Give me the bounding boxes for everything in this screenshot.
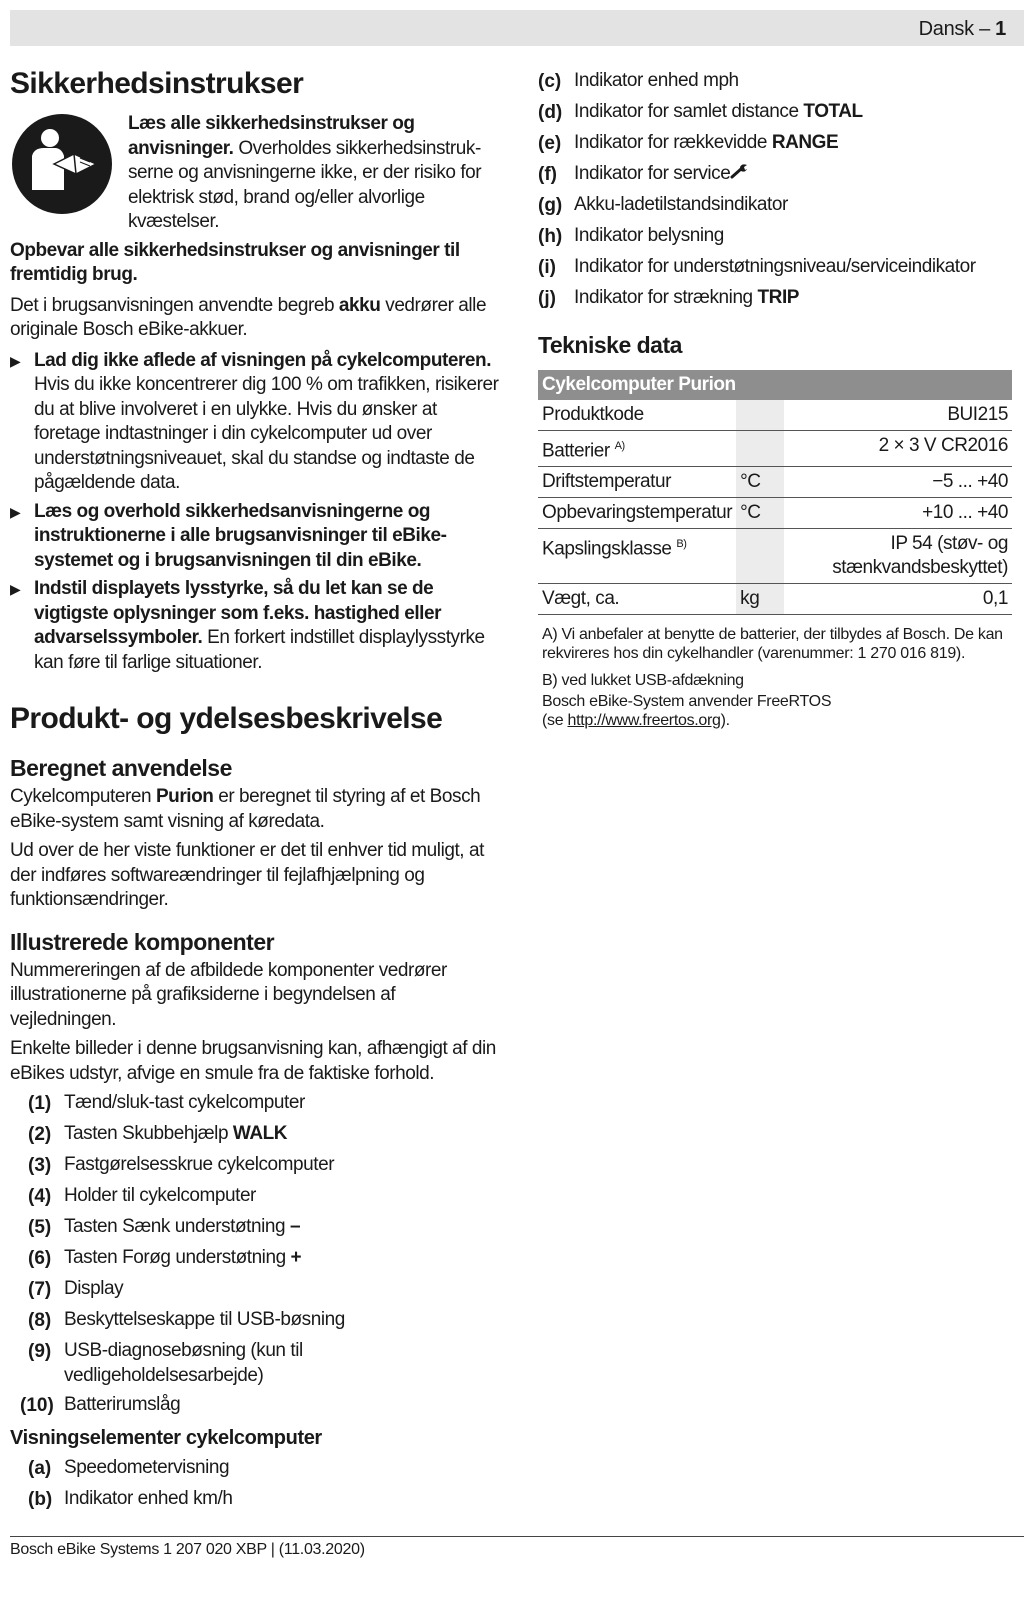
note-b: B) ved lukket USB-afdækning: [542, 672, 744, 690]
list-item: [28, 1246, 500, 1272]
wrench-icon: [730, 166, 748, 183]
item-label: USB-diagnosebøsning (kun til vedligeholdelsesarbejde): [64, 1340, 303, 1386]
row-unit: °C: [736, 467, 784, 498]
page-header: [10, 10, 1024, 46]
list-item: [28, 1153, 500, 1179]
product-title: Produkt- og ydelsesbeskrivelse: [10, 702, 443, 735]
item-number: (3): [28, 1155, 52, 1176]
list-item: [28, 1487, 500, 1513]
software-changes-text: Ud over de her viste funktioner er det til enhver tid muligt, at der indføres softwareændringer til fejlafhjælpning og funktionsændringer.: [10, 840, 484, 910]
arrow-icon: ▶: [10, 352, 21, 369]
list-item: [538, 224, 1026, 250]
table-row: [538, 529, 1012, 584]
row-label: Produktkode: [538, 400, 736, 431]
freertos-link[interactable]: http://www.freertos.org: [567, 712, 721, 730]
display-elements-list-left: [28, 1456, 500, 1513]
row-label: Opbevaringstemperatur: [538, 498, 736, 529]
freertos-text: Bosch eBike-System anvender FreeRTOS (se http://www.freertos.org).: [542, 693, 832, 730]
list-item: [28, 1339, 500, 1388]
list-item: [538, 255, 1026, 281]
safety-bullet-2: ▶ Læs og overhold sikkerhedsanvisningerne og instruktionerne i alle brugsanvisninger til eBike-systemet og i brugsanvisningen til din eBike.: [10, 500, 500, 574]
list-item: [538, 69, 1026, 95]
item-number: (g): [538, 195, 563, 216]
intended-use-text: Cykelcomputeren Purion er beregnet til styring af et Bosch eBike-system samt visning af køredata.: [10, 786, 481, 832]
list-item: [538, 100, 1026, 126]
item-label: Tasten Skubbehjælp WALK: [64, 1123, 288, 1144]
tech-data-title: Tekniske data: [538, 332, 682, 358]
table-row: [538, 431, 1012, 467]
row-unit: °C: [736, 498, 784, 529]
item-number: (4): [28, 1186, 52, 1207]
list-item: [538, 131, 1026, 157]
item-label: Indikator for rækkevidde RANGE: [574, 132, 839, 153]
components-numbering-text: Nummereringen af de afbildede komponenter vedrører illustrationerne på grafiksiderne i begyndelsen af vejledningen.: [10, 959, 447, 1030]
list-item: [538, 193, 1026, 219]
item-label: Tænd/sluk-tast cykelcomputer: [64, 1092, 305, 1113]
item-label: Tasten Sænk understøtning –: [64, 1216, 301, 1237]
row-label: Vægt, ca.: [538, 584, 736, 615]
list-item: [28, 1122, 500, 1148]
note-a: A) Vi anbefaler at benytte de batterier, der tilbydes af Bosch. De kan rekvireres hos din cykelhandler (varenummer: 1 270 016 819).: [542, 626, 1003, 663]
table-row: [538, 467, 1012, 498]
item-number: (1): [28, 1093, 52, 1114]
item-number: (h): [538, 226, 563, 247]
item-number: (f): [538, 164, 557, 185]
left-column: [10, 66, 500, 1513]
list-item: [28, 1308, 500, 1334]
row-value: +10 ... +40: [784, 498, 1012, 529]
row-value: IP 54 (støv- og stænkvandsbeskyttet): [784, 529, 1012, 584]
item-label: Indikator for samlet distance TOTAL: [574, 101, 863, 122]
item-label: Indikator belysning: [574, 225, 724, 246]
row-unit: [736, 400, 784, 431]
components-title: Illustrerede komponenter: [10, 928, 275, 955]
list-item: [28, 1277, 500, 1303]
intended-use-title: Beregnet anvendelse: [10, 755, 232, 781]
list-item: [28, 1091, 500, 1117]
list-item: [20, 1393, 500, 1419]
display-elements-list-right: [538, 69, 1026, 312]
item-number: (6): [28, 1248, 52, 1269]
table-row: [538, 400, 1012, 431]
item-number: (7): [28, 1279, 52, 1300]
item-number: (c): [538, 71, 562, 92]
item-label: Batterirumslåg: [64, 1394, 181, 1415]
item-label: Tasten Forøg understøtning +: [64, 1247, 302, 1268]
item-number: (5): [28, 1217, 52, 1238]
row-value: 0,1: [784, 584, 1012, 615]
item-number: (j): [538, 288, 556, 309]
list-item: [538, 162, 1026, 188]
item-label: Speedometervisning: [64, 1457, 230, 1478]
item-label: Indikator for service: [574, 162, 748, 188]
keep-instructions: Opbevar alle sikkerhedsinstrukser og anvisninger til fremtidig brug.: [10, 239, 460, 285]
item-label: Fastgørelsesskrue cykelcomputer: [64, 1154, 335, 1175]
arrow-icon: ▶: [10, 581, 21, 597]
row-value: 2 × 3 V CR2016: [784, 431, 1012, 467]
item-number: (d): [538, 102, 563, 123]
item-label: Indikator for understøtningsniveau/serviceindikator: [574, 256, 976, 277]
item-number: (i): [538, 257, 556, 278]
item-number: (e): [538, 133, 562, 154]
item-label: Indikator enhed mph: [574, 70, 739, 91]
item-label: Holder til cykelcomputer: [64, 1185, 256, 1206]
display-elements-title: Visningselementer cykelcomputer: [10, 1427, 322, 1449]
item-number: (a): [28, 1458, 52, 1479]
tech-data-table: [538, 370, 1012, 615]
item-number: (10): [20, 1395, 54, 1416]
item-label: Display: [64, 1278, 124, 1299]
row-unit: [736, 431, 784, 467]
safety-intro-text: Læs alle sikkerhedsinstrukser og anvisninger. Overholdes sikkerhedsinstrukserne og anvisningerne ikke, er der risiko for elektrisk stød, brand og/eller alvorlige kvæstelser.: [128, 113, 482, 232]
safety-bullet-1: ▶ Lad dig ikke aflede af visningen på cykelcomputeren. Hvis du ikke koncentrerer dig 100 % om trafikken, risikerer du at blive involveret i en ulykke. Hvis du ønsker at foretage indtastninger i din cykelcomputer ud over understøtningsniveauet, skal du standse og indtaste de pågældende data.: [10, 349, 500, 496]
table-row: [538, 584, 1012, 615]
footer-text: Bosch eBike Systems 1 207 020 XBP | (11.03.2020): [10, 1541, 365, 1558]
safety-intro: [10, 112, 500, 235]
page-footer: [10, 1536, 1024, 1558]
row-label: Kapslingsklasse $^{B)}$: [538, 529, 736, 584]
list-item: [28, 1456, 500, 1482]
row-label: Batterier $^{A)}$: [538, 431, 736, 467]
right-column: [538, 64, 1026, 730]
item-label: Indikator for strækning TRIP: [574, 287, 799, 308]
item-label: Beskyttelseskappe til USB-bøsning: [64, 1309, 345, 1330]
safety-title: Sikkerhedsinstrukser: [10, 67, 304, 100]
row-label: Driftstemperatur: [538, 467, 736, 498]
item-number: (2): [28, 1124, 52, 1145]
list-item: [28, 1215, 500, 1241]
table-row: [538, 498, 1012, 529]
list-item: [538, 286, 1026, 312]
akku-paragraph: Det i brugsanvisningen anvendte begreb akku vedrører alle originale Bosch eBike-akkuer.: [10, 294, 487, 340]
row-unit: kg: [736, 584, 784, 615]
item-number: (b): [28, 1489, 53, 1510]
safety-bullet-3: ▶ Indstil displayets lysstyrke, så du let kan se de vigtigste oplysninger som f.eks. hastighed eller advarselssymboler. En forkert indstillet displaylysstyrke kan føre til farlige situationer.: [10, 577, 500, 675]
item-label: Indikator enhed km/h: [64, 1488, 233, 1509]
row-value: −5 ... +40: [784, 467, 1012, 498]
row-unit: [736, 529, 784, 584]
table-head: Cykelcomputer Purion: [538, 370, 1012, 400]
components-list: [20, 1091, 500, 1419]
item-label: Akku-ladetilstandsindikator: [574, 194, 788, 215]
item-number: (8): [28, 1310, 52, 1331]
arrow-icon: ▶: [10, 503, 21, 520]
read-manual-icon: [10, 112, 120, 235]
item-number: (9): [28, 1341, 52, 1362]
row-value: BUI215: [784, 400, 1012, 431]
components-images-text: Enkelte billeder i denne brugsanvisning kan, afhængigt af din eBikes udstyr, afvige en smule fra de faktiske forhold.: [10, 1038, 496, 1084]
page-number: Dansk – 1: [918, 18, 1006, 40]
list-item: [28, 1184, 500, 1210]
